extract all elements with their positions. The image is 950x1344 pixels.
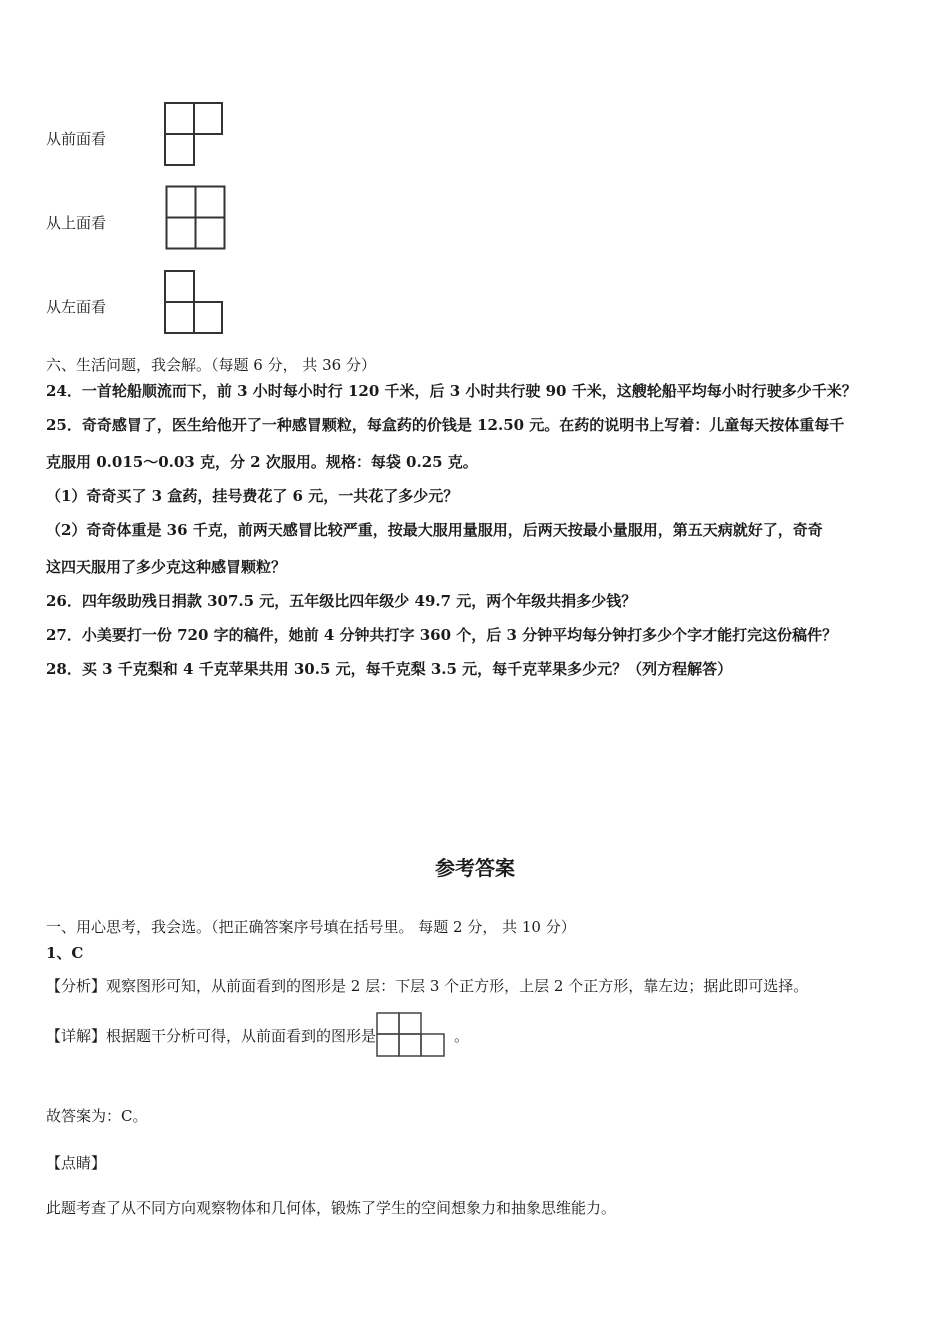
question-26: 26．四年级助残日捐款 307.5 元，五年级比四年级少 49.7 元，两个年级共捐多少钱？ xyxy=(46,592,637,610)
top-view-figure xyxy=(165,185,227,251)
section6-title: 六、生活问题，我会解。（每题 6 分， 共 36 分） xyxy=(46,356,376,374)
answer-detail-suffix: 。 xyxy=(454,1027,470,1045)
question-25-sub2-line2: 这四天服用了多少克这种感冒颗粒？ xyxy=(46,558,287,576)
answer-1: 1、C xyxy=(46,944,84,962)
view-label-front: 从前面看 xyxy=(46,130,107,148)
question-24: 24．一首轮船顺流而下，前 3 小时每小时行 120 千米，后 3 小时共行驶 90 千米，这艘轮船平均每小时行驶多少千米？ xyxy=(46,382,857,400)
front-view-figure xyxy=(164,102,224,166)
answers-section1-title: 一、用心思考，我会选。（把正确答案序号填在括号里。 每题 2 分， 共 10 分） xyxy=(46,918,576,936)
question-28: 28．买 3 千克梨和 4 千克苹果共用 30.5 元，每千克梨 3.5 元，每千克苹果多少元？（列方程解答） xyxy=(46,660,733,678)
question-25-sub1: （1）奇奇买了 3 盒药，挂号费花了 6 元，一共花了多少元？ xyxy=(46,487,459,505)
question-25-sub2-line1: （2）奇奇体重是 36 千克，前两天感冒比较严重，按最大服用量服用，后两天按最小量服用，第五天病就好了，奇奇 xyxy=(46,521,823,539)
answer-detail-row xyxy=(46,1012,469,1062)
comment-title: 【点睛】 xyxy=(46,1154,107,1172)
question-27: 27．小美要打一份 720 字的稿件，她前 4 分钟共打字 360 个，后 3 分钟平均每分钟打多少个字才能打完这份稿件？ xyxy=(46,626,838,644)
view-label-top: 从上面看 xyxy=(46,214,107,232)
answer-conclusion: 故答案为：C。 xyxy=(46,1107,148,1125)
comment-text: 此题考查了从不同方向观察物体和几何体，锻炼了学生的空间想象力和抽象思维能力。 xyxy=(46,1199,617,1217)
question-25-line1: 25．奇奇感冒了，医生给他开了一种感冒颗粒，每盒药的价钱是 12.50 元。在药的说明书上写着：儿童每天按体重每千 xyxy=(46,416,845,434)
left-view-figure xyxy=(164,270,224,334)
answer-front-view-figure xyxy=(376,1012,446,1062)
view-label-left: 从左面看 xyxy=(46,298,107,316)
answer-detail-text: 【详解】根据题干分析可得，从前面看到的图形是 xyxy=(46,1027,377,1045)
answers-heading: 参考答案 xyxy=(435,856,515,880)
answer-analysis: 【分析】观察图形可知，从前面看到的图形是 2 层：下层 3 个正方形，上层 2 个正方形，靠左边；据此即可选择。 xyxy=(46,977,809,995)
question-25-line2: 克服用 0.015～0.03 克，分 2 次服用。规格：每袋 0.25 克。 xyxy=(46,453,478,471)
